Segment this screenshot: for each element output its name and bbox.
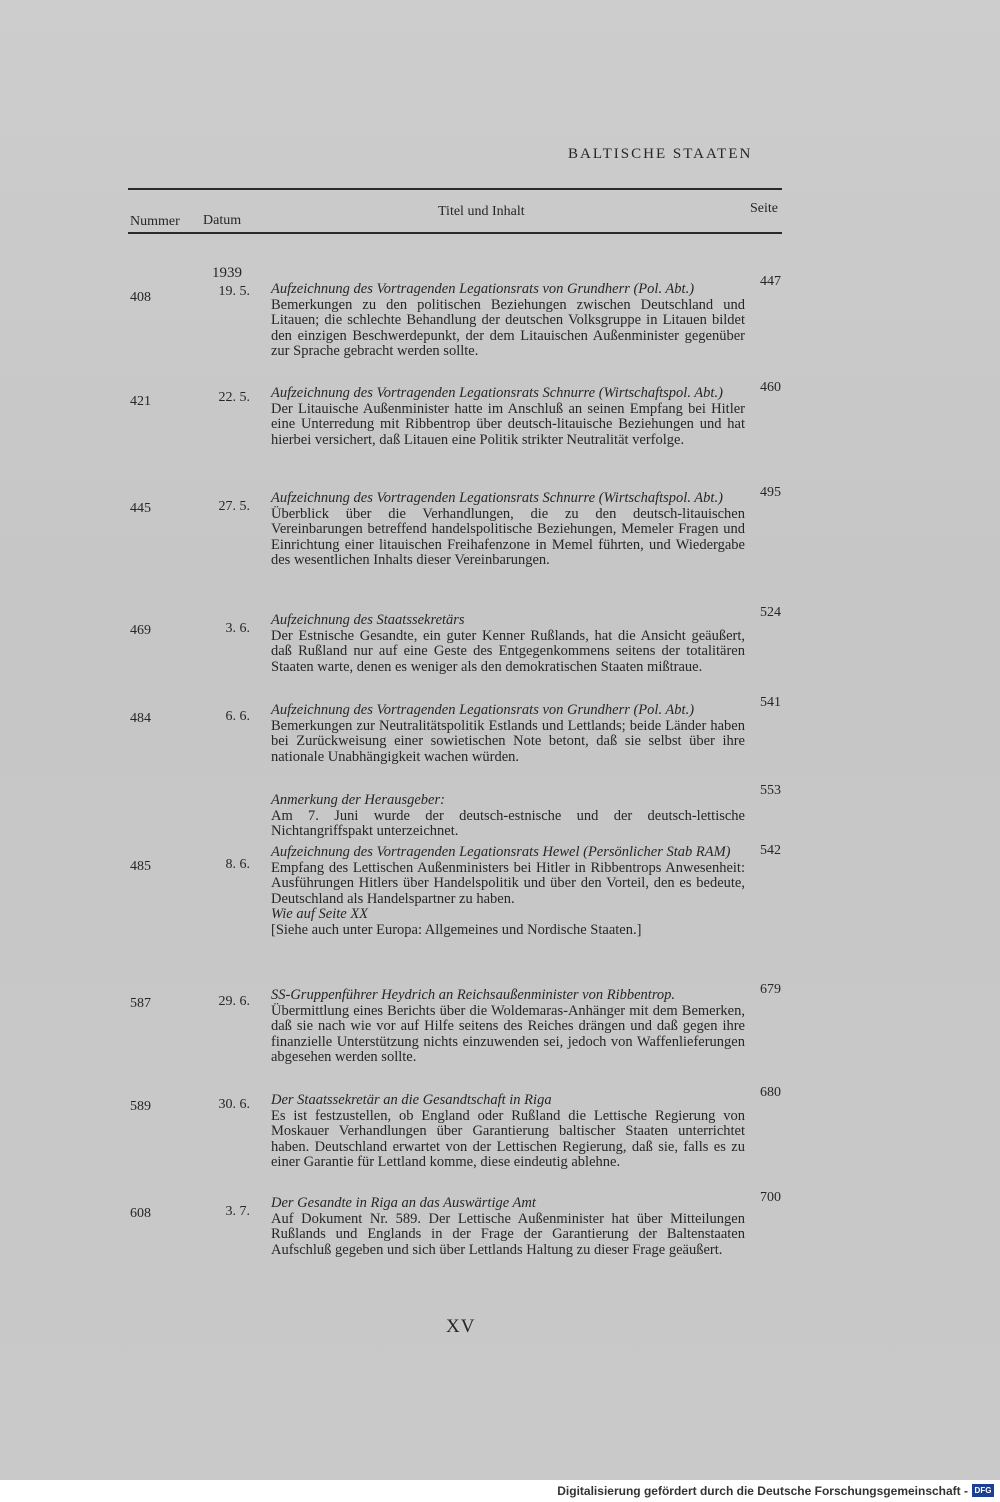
entry-date: 3. 7. — [225, 1204, 250, 1219]
entry-title: Aufzeichnung des Vortragenden Legationsrats von Grundherr (Pol. Abt.) — [271, 702, 695, 718]
entry-number: 589 — [130, 1099, 151, 1114]
footer-text: Digitalisierung gefördert durch die Deutsche Forschungsgemeinschaft - — [557, 1484, 968, 1498]
entry-date: 29. 6. — [218, 994, 250, 1009]
entry-number: 469 — [130, 623, 151, 638]
entry-description: Auf Dokument Nr. 589. Der Lettische Außenminister hat über Mitteilungen Rußlands und Englands in der Frage der Garantierung der Baltenstaaten Aufschluß gegeben und sich über Lettlands Haltung zu dieser Frage geäußert. — [271, 1210, 745, 1258]
entry-content — [271, 793, 745, 840]
entry-number: 445 — [130, 501, 151, 516]
entry-content — [271, 988, 745, 1066]
entry-content — [271, 282, 745, 360]
running-head: BALTISCHE STAATEN — [568, 146, 753, 162]
entry-description: Bemerkungen zur Neutralitätspolitik Estlands und Lettlands; beide Länder haben bei Zurückweisung einer sowietischen Note betont, daß sie selbst über ihre nationale Unabhängigkeit wachen würden. — [271, 717, 745, 765]
entry-content — [271, 1093, 745, 1171]
entry-page: 679 — [760, 982, 781, 997]
entry-content — [271, 1196, 745, 1258]
entry-title: Anmerkung der Herausgeber: — [271, 792, 445, 808]
page-number: XV — [446, 1316, 476, 1337]
dfg-logo-icon: DFG — [972, 1484, 994, 1497]
entry-number: 485 — [130, 859, 151, 874]
entry-number: 587 — [130, 996, 151, 1011]
entry-title: SS-Gruppenführer Heydrich an Reichsaußenminister von Ribbentrop. — [271, 987, 676, 1003]
entry-description: Bemerkungen zu den politischen Beziehungen zwischen Deutschland und Litauen; die schlechte Behandlung der deutschen Volksgruppe in Litauen bildet den einzigen Beschwerdepunkt, der dem Litauischen Außenminister gegenüber zur Sprache gebracht werden sollte. — [271, 296, 745, 360]
year-label: 1939 — [212, 265, 242, 281]
entry-date: 30. 6. — [218, 1097, 250, 1112]
entry-number: 484 — [130, 711, 151, 726]
entry-date: 27. 5. — [218, 499, 250, 514]
entry-title: Aufzeichnung des Vortragenden Legationsrats von Grundherr (Pol. Abt.) — [271, 281, 695, 297]
entry-description: Es ist festzustellen, ob England oder Rußland die Lettische Regierung von Moskauer Verhandlungen über Garantierung baltischer Staaten unterrichtet haben. Deutschland erwartet von der Lettischen Regierung, daß sie, falls es zu einer Garantie für Lettland komme, diese eindeutig ablehne. — [271, 1107, 745, 1171]
entry-page: 700 — [760, 1190, 781, 1205]
entry-cross-reference: Wie auf Seite XX — [271, 906, 369, 923]
entry-title: Der Staatssekretär an die Gesandtschaft in Riga — [271, 1092, 552, 1108]
entry-title: Der Gesandte in Riga an das Auswärtige Amt — [271, 1195, 536, 1211]
entry-page: 524 — [760, 605, 781, 620]
entry-content — [271, 703, 745, 765]
entry-content — [271, 491, 745, 569]
entry-see-also-note: [Siehe auch unter Europa: Allgemeines und Nordische Staaten.] — [271, 921, 642, 938]
entry-description: Der Estnische Gesandte, ein guter Kenner Rußlands, hat die Ansicht geäußert, daß Rußland nur auf eine Geste des Entgegenkommens seitens der totalitären Staaten warte, denen es weniger als den demokratischen Staaten mißtraue. — [271, 627, 745, 675]
entry-date: 19. 5. — [218, 284, 250, 299]
entry-date: 3. 6. — [225, 621, 250, 636]
entry-date: 22. 5. — [218, 390, 250, 405]
entry-title: Aufzeichnung des Staatssekretärs — [271, 612, 465, 628]
entry-page: 542 — [760, 843, 781, 858]
entry-number: 608 — [130, 1206, 151, 1221]
entry-page: 460 — [760, 380, 781, 395]
entry-content — [271, 845, 745, 939]
entry-number: 421 — [130, 394, 151, 409]
entry-description: Der Litauische Außenminister hatte im Anschluß an seinen Empfang bei Hitler eine Unterredung mit Ribbentrop über deutsch-litauische Beziehungen und hat hierbei versichert, daß Litauen eine Politik strikter Neutralität verfolge. — [271, 400, 745, 448]
column-header-datum: Datum — [203, 213, 242, 228]
header-rule-bottom — [128, 232, 782, 234]
entry-page: 541 — [760, 695, 781, 710]
entry-title: Aufzeichnung des Vortragenden Legationsrats Hewel (Persönlicher Stab RAM) — [271, 844, 731, 860]
column-header-seite: Seite — [750, 201, 778, 216]
entry-content — [271, 613, 745, 675]
entry-title: Aufzeichnung des Vortragenden Legationsrats Schnurre (Wirtschaftspol. Abt.) — [271, 385, 723, 401]
column-header-nummer: Nummer — [130, 214, 180, 229]
digitization-footer — [0, 1480, 1000, 1502]
entry-page: 553 — [760, 783, 781, 798]
header-rule-top — [128, 188, 782, 190]
entry-date: 6. 6. — [225, 709, 250, 724]
entry-description: Empfang des Lettischen Außenministers bei Hitler in Ribbentrops Anwesenheit: Ausführungen Hitlers über Handelspolitik und über den Vorteil, den es bedeute, Deutschland als Handelspartner zu haben. — [271, 859, 745, 907]
entry-date: 8. 6. — [225, 857, 250, 872]
entry-title: Aufzeichnung des Vortragenden Legationsrats Schnurre (Wirtschaftspol. Abt.) — [271, 490, 723, 506]
entry-page: 447 — [760, 274, 781, 289]
entry-description: Überblick über die Verhandlungen, die zu den deutsch-litauischen Vereinbarungen betreffend handelspolitische Beziehungen, Memeler Fragen und Einrichtung einer litauischen Freihafenzone in Memel führten, und Wiedergabe des wesentlichen Inhalts dieser Vereinbarungen. — [271, 505, 745, 569]
entry-page: 495 — [760, 485, 781, 500]
entry-description: Am 7. Juni wurde der deutsch-estnische und der deutsch-lettische Nichtangriffspakt unterzeichnet. — [271, 807, 745, 840]
entry-number: 408 — [130, 290, 151, 305]
column-header-titel: Titel und Inhalt — [438, 204, 525, 219]
entry-content — [271, 386, 745, 448]
entry-page: 680 — [760, 1085, 781, 1100]
entry-description: Übermittlung eines Berichts über die Woldemaras-Anhänger mit dem Bemerken, daß sie nach wie vor auf Hilfe seitens des Reiches drängen und daß gegen ihre finanzielle Unterstützung nichts einzuwenden sei, jedoch von Waffenlieferungen abgesehen werden sollte. — [271, 1002, 745, 1066]
